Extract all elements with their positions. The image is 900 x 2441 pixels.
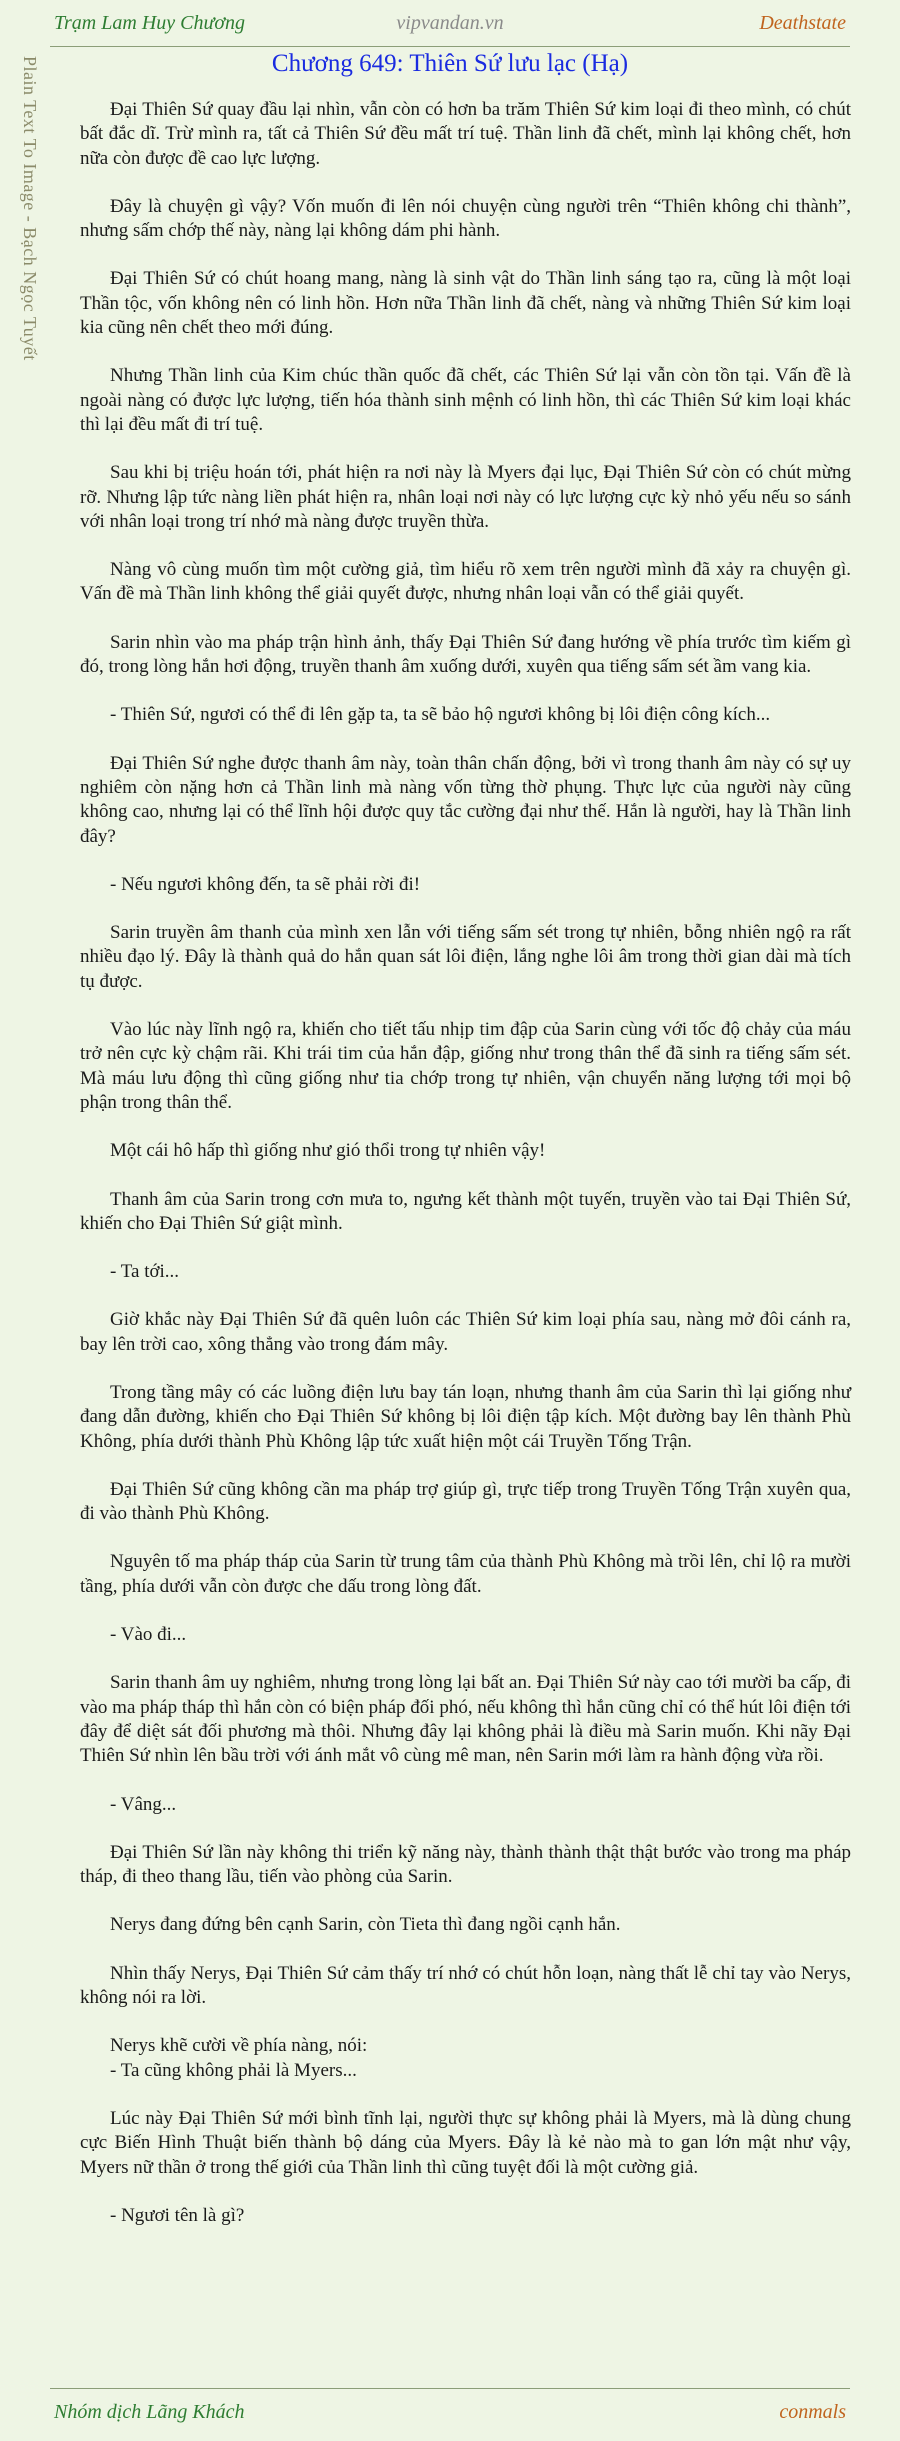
page-header	[50, 0, 850, 47]
paragraph: - Vào đi...	[110, 1624, 187, 1646]
paragraph: Sarin thanh âm uy nghiêm, nhưng trong lòng lại bất an. Đại Thiên Sứ này cao tới mười ba cấp, đi vào ma pháp tháp thì hắn còn có biện pháp đối phó, nếu không thì hắn cũng chỉ có thể hút lôi điện tới đây để diệt sát đối phương mà thôi. Nhưng đây lại không phải là điều mà Sarin muốn. Khi nãy Đại Thiên Sứ nhìn lên bầu trời với ánh mắt vô cùng mê man, nên Sarin mới làm ra hành động vừa rồi.	[80, 1672, 851, 1767]
page-footer	[50, 2388, 850, 2441]
paragraph: Nhưng Thần linh của Kim chúc thần quốc đã chết, các Thiên Sứ lại vẫn còn tồn tại. Vấn đề là ngoài nàng có được lực lượng, tiến hóa thành sinh mệnh có linh hồn, thì các Thiên Sứ kim loại khác thì lại đều mất đi trí tuệ.	[80, 365, 851, 435]
paragraph: Thanh âm của Sarin trong cơn mưa to, ngưng kết thành một tuyến, truyền vào tai Đại Thiên Sứ, khiến cho Đại Thiên Sứ giật mình.	[80, 1188, 851, 1234]
paragraph: Đại Thiên Sứ nghe được thanh âm này, toàn thân chấn động, bởi vì trong thanh âm này có sự uy nghiêm còn nặng hơn cả Thần linh mà nàng vốn từng thờ phụng. Thực lực của người này cũng không cao, nhưng lại có thể lĩnh hội được quy tắc cường đại như thế. Hắn là người, hay là Thần linh đây?	[80, 752, 851, 847]
paragraph: - Ta tới...	[110, 1261, 180, 1283]
paragraph: - Nếu ngươi không đến, ta sẽ phải rời đi!	[110, 873, 421, 895]
paragraph: Vào lúc này lĩnh ngộ ra, khiến cho tiết tấu nhịp tim đập của Sarin cùng với tốc độ chảy của máu trở nên cực kỳ chậm rãi. Khi trái tim của hắn đập, giống như trong thân thể đã sinh ra tiếng sấm sét. Mà máu lưu động thì cũng giống như tia chớp trong tự nhiên, vận chuyển năng lượng tới mọi bộ phận trong thân thể.	[80, 1019, 851, 1113]
paragraph: Trong tầng mây có các luồng điện lưu bay tán loạn, nhưng thanh âm của Sarin thì lại giống như đang dẫn đường, khiến cho Đại Thiên Sứ không bị lôi điện tập kích. Một đường bay lên thành Phù Không, phía dưới thành Phù Không lập tức xuất hiện một cái Truyền Tống Trận.	[80, 1381, 851, 1452]
paragraph: Đây là chuyện gì vậy? Vốn muốn đi lên nói chuyện cùng người trên “Thiên không chi thành”, nhưng sấm chớp thế này, nàng lại không dám phi hành.	[80, 195, 851, 242]
paragraph: Nàng vô cùng muốn tìm một cường giả, tìm hiểu rõ xem trên người mình đã xảy ra chuyện gì. Vấn đề mà Thần linh không thể giải quyết được, nhưng nhân loại vẫn có thể giải quyết.	[80, 559, 851, 605]
paragraph: Lúc này Đại Thiên Sứ mới bình tĩnh lại, người thực sự không phải là Myers, mà là dùng chung cực Biến Hình Thuật biến thành bộ dáng của Myers. Đây là kẻ nào mà to gan lớn mật như vậy, Myers nữ thần ở trong thế giới của Thần linh thì cũng tuyệt đối là một cường giả.	[80, 2107, 851, 2178]
chapter-body	[80, 98, 851, 2252]
paragraph: Đại Thiên Sứ có chút hoang mang, nàng là sinh vật do Thần linh sáng tạo ra, cũng là một loại Thần tộc, vốn không nên có linh hồn. Hơn nữa Thần linh đã chết, nàng và những Thiên Sứ kim loại kia cũng nên chết theo mới đúng.	[80, 268, 851, 339]
paragraph: Nerys khẽ cười về phía nàng, nói:	[110, 2035, 368, 2057]
paragraph: Giờ khắc này Đại Thiên Sứ đã quên luôn các Thiên Sứ kim loại phía sau, nàng mở đôi cánh ra, bay lên trời cao, xông thẳng vào trong đám mây.	[80, 1309, 851, 1355]
paragraph: Một cái hô hấp thì giống như gió thổi trong tự nhiên vậy!	[110, 1140, 546, 1162]
paragraph: Đại Thiên Sứ lần này không thi triển kỹ năng này, thành thành thật thật bước vào trong ma pháp tháp, đi theo thang lầu, tiến vào phòng của Sarin.	[80, 1841, 851, 1888]
paragraph: - Thiên Sứ, ngươi có thể đi lên gặp ta, ta sẽ bảo hộ ngươi không bị lôi điện công kích...	[110, 704, 771, 726]
paragraph: Sarin nhìn vào ma pháp trận hình ảnh, thấy Đại Thiên Sứ đang hướng về phía trước tìm kiếm gì đó, trong lòng hắn hơi động, truyền thanh âm xuống dưới, xuyên qua tiếng sấm sét ầm vang kia.	[80, 631, 851, 678]
paragraph: Nhìn thấy Nerys, Đại Thiên Sứ cảm thấy trí nhớ có chút hỗn loạn, nàng thất lễ chỉ tay vào Nerys, không nói ra lời.	[80, 1962, 851, 2009]
paragraph: Sarin truyền âm thanh của mình xen lẫn với tiếng sấm sét trong tự nhiên, bỗng nhiên ngộ ra rất nhiều đạo lý. Đây là thành quả do hắn quan sát lôi điện, lắng nghe lôi âm trong thời gian dài mà tích tụ được.	[80, 922, 851, 992]
paragraph: Sau khi bị triệu hoán tới, phát hiện ra nơi này là Myers đại lục, Đại Thiên Sứ còn có chút mừng rỡ. Nhưng lập tức nàng liền phát hiện ra, nhân loại nơi này có lực lượng cực kỳ nhỏ yếu nếu so sánh với nhân loại trong trí nhớ mà nàng được truyền thừa.	[80, 462, 851, 532]
paragraph: - Ngươi tên là gì?	[110, 2204, 245, 2226]
paragraph-dialog: - Ta cũng không phải là Myers...	[110, 2059, 357, 2081]
paragraph: Nguyên tố ma pháp tháp của Sarin từ trung tâm của thành Phù Không mà trồi lên, chỉ lộ ra mười tầng, phía dưới vẫn còn được che dấu trong lòng đất.	[80, 1551, 851, 1597]
paragraph: Đại Thiên Sứ quay đầu lại nhìn, vẫn còn có hơn ba trăm Thiên Sứ kim loại đi theo mình, có chút bất đắc dĩ. Trừ mình ra, tất cả Thiên Sứ đều mất trí tuệ. Thần linh đã chết, mình lại không chết, hơn nữa còn được đề cao lực lượng.	[80, 99, 851, 169]
header-author: Deathstate	[759, 12, 846, 34]
footer-editor: conmals	[779, 2401, 846, 2423]
paragraph: - Vâng...	[110, 1793, 177, 1815]
footer-group: Nhóm dịch Lãng Khách	[54, 2401, 245, 2423]
side-watermark: Plain Text To Image - Bạch Ngọc Tuyết	[20, 56, 40, 361]
paragraph: Đại Thiên Sứ cũng không cần ma pháp trợ giúp gì, trực tiếp trong Truyền Tống Trận xuyên qua, đi vào thành Phù Không.	[80, 1478, 851, 1525]
paragraph: Nerys đang đứng bên cạnh Sarin, còn Tieta thì đang ngồi cạnh hắn.	[110, 1914, 621, 1936]
chapter-title: Chương 649: Thiên Sứ lưu lạc (Hạ)	[271, 50, 629, 77]
header-translator: Trạm Lam Huy Chương	[54, 12, 246, 34]
header-site: vipvandan.vn	[396, 12, 504, 34]
